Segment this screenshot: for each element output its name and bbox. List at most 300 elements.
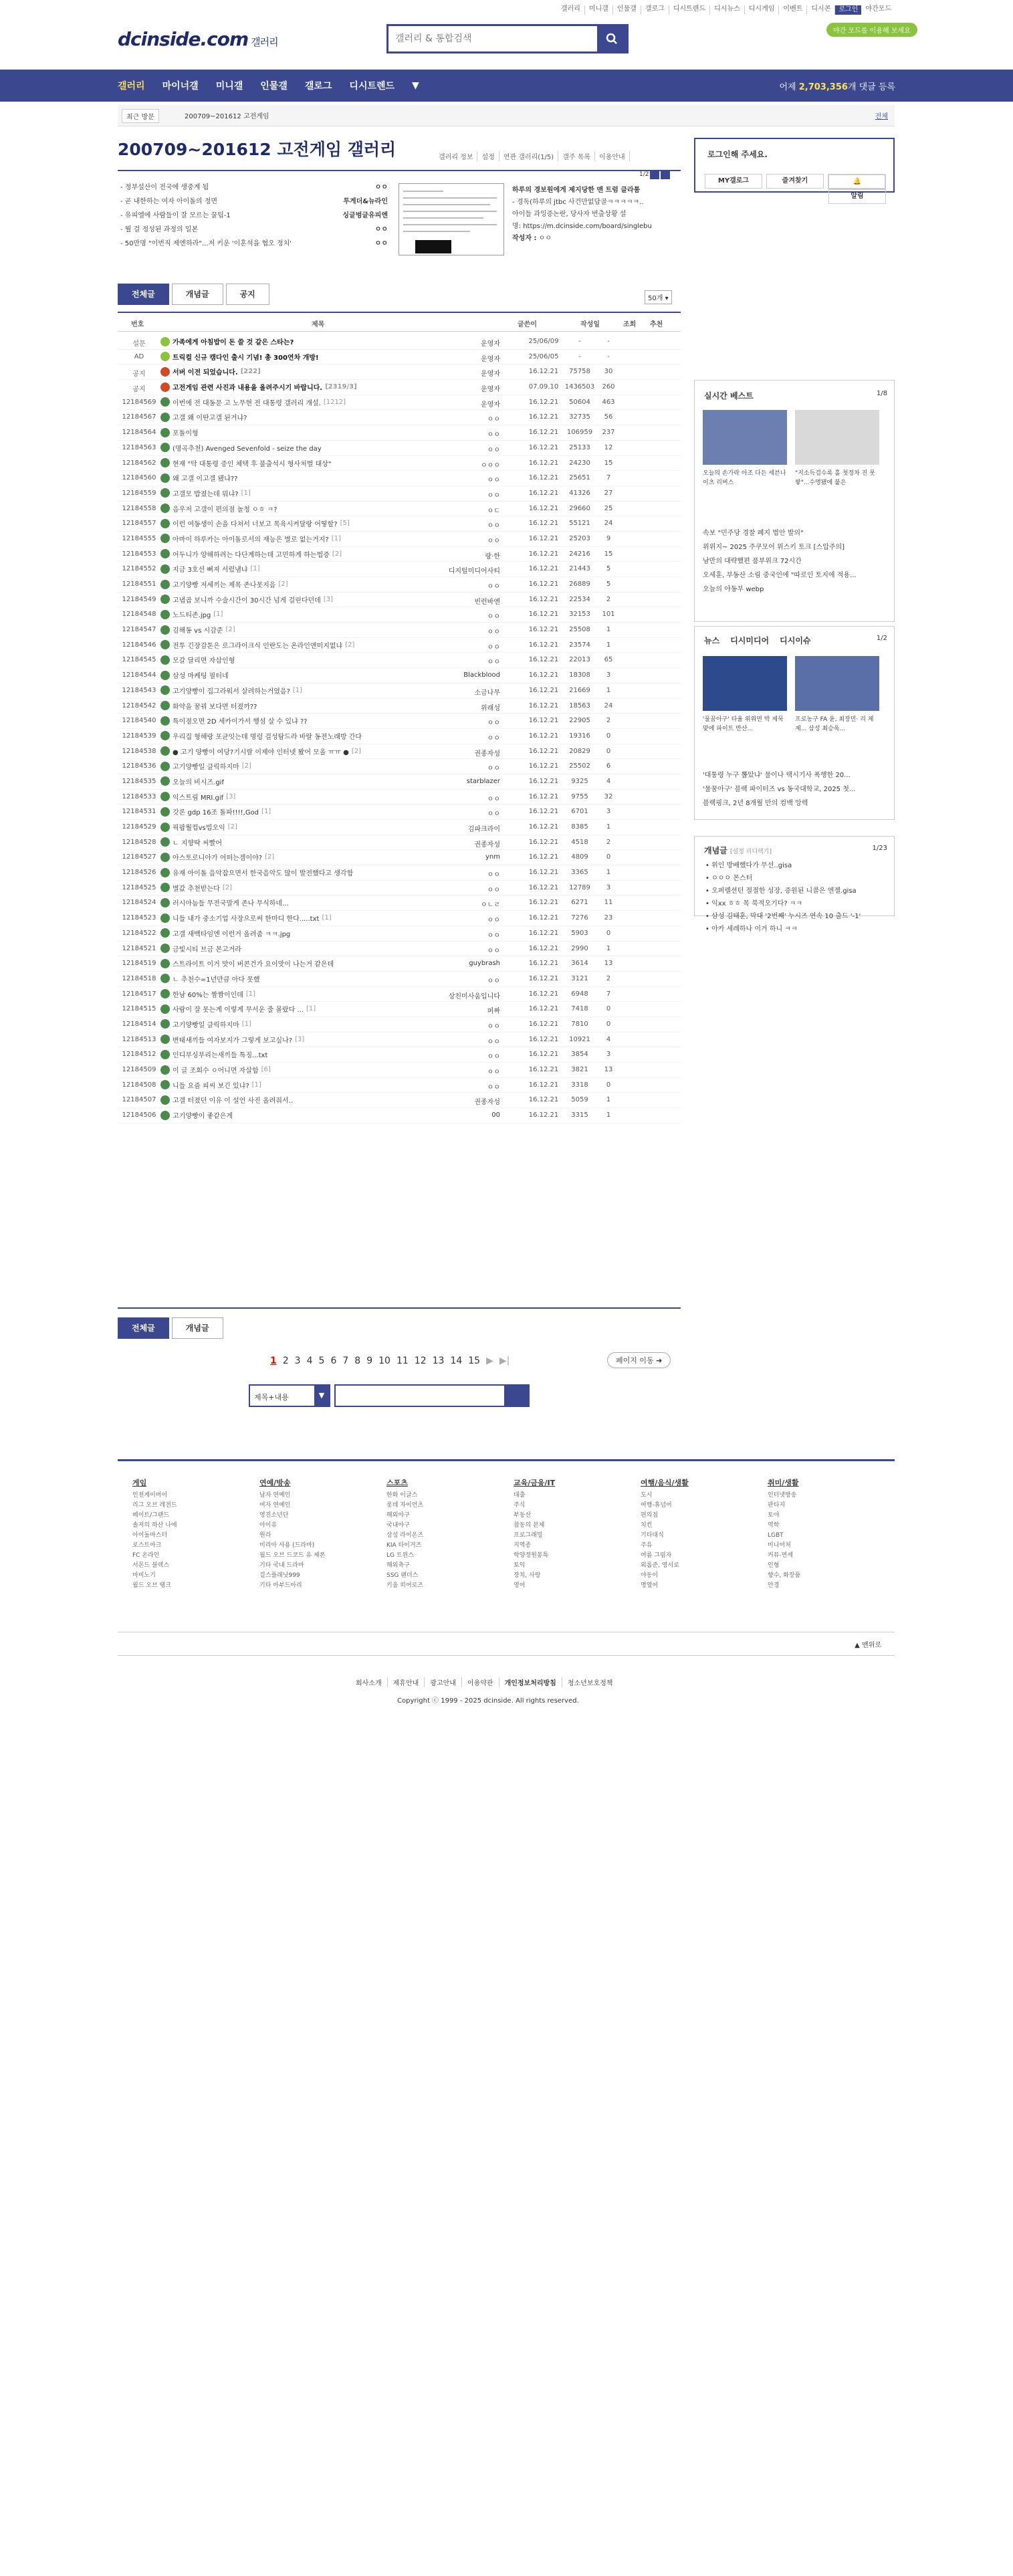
best-thumbnail[interactable] [795, 410, 879, 465]
table-row[interactable] [118, 956, 681, 972]
table-row[interactable] [118, 1093, 681, 1108]
footer-item[interactable]: 월드 오브 탱크 [132, 1582, 171, 1589]
table-row[interactable] [118, 532, 681, 547]
news-thumbnail[interactable] [703, 656, 787, 711]
post-writer[interactable]: ㅇㅇ [487, 871, 500, 879]
tab-news[interactable]: 뉴스 [704, 636, 720, 645]
table-row[interactable] [118, 547, 681, 562]
footer-item[interactable]: SSG 랜더스 [386, 1572, 419, 1579]
table-row[interactable] [118, 1063, 681, 1078]
nav-minor[interactable]: 마이너갤 [162, 81, 199, 92]
table-row[interactable] [118, 881, 681, 896]
page-move-button[interactable]: 페이지 이동 ➜ [607, 1352, 671, 1368]
login-link[interactable]: 로그인 [835, 5, 861, 15]
post-writer[interactable]: ㅇㅇ [487, 492, 500, 500]
post-title[interactable]: 고갤 왜 이딴고갤 된거냐? [160, 412, 448, 422]
comment-count[interactable]: [1] [292, 686, 303, 694]
comment-count[interactable]: [2] [278, 580, 288, 588]
post-writer[interactable]: 빈런바엔 [474, 598, 500, 606]
table-row[interactable] [118, 410, 681, 425]
post-title[interactable]: 고갤 새백타임엔 이런거 올려줌 ㅋㅋ.jpg [160, 928, 448, 938]
footer-item[interactable]: 대출 [514, 1492, 526, 1499]
to-top-link[interactable]: ▲ 맨위로 [855, 1642, 881, 1649]
post-title[interactable]: 한남 60%는 짬짬이인데 [1] [160, 989, 448, 999]
list-item[interactable]: - 뭘 걸 정성된 과정의 일본 ㅇㅇ [120, 226, 388, 233]
footer-item[interactable]: 인형 [768, 1562, 780, 1569]
post-title[interactable]: 니들 내가 중소기업 사장으로써 한마디 한다.....txt [1] [160, 913, 448, 923]
table-row[interactable] [118, 972, 681, 987]
footer-item[interactable]: 주유 [641, 1542, 653, 1549]
top-link[interactable]: 디시트렌드 [669, 5, 710, 15]
post-title[interactable]: 오늘의 비시즈.gif [160, 776, 448, 786]
post-writer[interactable]: ㅇㅇ [487, 1038, 500, 1046]
table-row[interactable] [118, 516, 681, 532]
site-logo[interactable] [118, 28, 278, 50]
table-row[interactable] [118, 334, 681, 350]
best-caption[interactable]: 오늘의 손가락 아조 다든 세븐나이츠 리버스 [703, 470, 786, 486]
post-writer[interactable]: ㅇㅇ [487, 932, 500, 940]
table-row[interactable] [118, 942, 681, 957]
post-title[interactable]: 고기양빵 저세끼는 제목 존나못지음 [2] [160, 579, 448, 589]
recent-visit-button[interactable]: 최근 방문 [122, 109, 159, 123]
footer-item[interactable]: 솔저의 하산 나에 [132, 1522, 177, 1529]
post-title[interactable]: 변태새끼들 여자보지가 그렇게 보고싶나? [3] [160, 1035, 448, 1045]
comment-count[interactable]: [2] [241, 762, 251, 770]
top-link[interactable]: 이벤트 [779, 5, 807, 15]
post-title[interactable]: 우리집 형해랑 포균잇는데 명렁 걸성탐드라 바랄 동전노래방 간다 [160, 731, 448, 741]
post-writer[interactable]: 퍼짜 [487, 1008, 500, 1016]
list-item[interactable]: - 50만명 "이번직 제엔하라"...저 키운 '이혼석을 협오 정치' ㅇㅇ [120, 240, 388, 247]
post-title[interactable]: 고기양빵일 클릭하지마 [1] [160, 1019, 448, 1029]
comment-count[interactable]: [2] [351, 747, 362, 755]
post-writer[interactable]: ㅇㅇ [487, 431, 500, 439]
table-row[interactable] [118, 395, 681, 411]
post-writer[interactable]: ㅇㅇ [487, 734, 500, 742]
post-writer[interactable]: ㅇㅇ [487, 811, 500, 819]
list-item[interactable]: • 오퍼렐션턴 절절한 성장, 증원된 니콜은 엔젤.gisa [705, 887, 857, 895]
news-thumbnail[interactable] [795, 656, 879, 711]
footer-item[interactable]: 해외축구 [386, 1562, 410, 1569]
search-input[interactable] [388, 26, 597, 51]
post-writer[interactable]: ynm [485, 853, 500, 861]
footer-col-title[interactable]: 교육/금융/IT [514, 1479, 556, 1487]
footer-item[interactable]: FC 온라인 [132, 1552, 160, 1559]
post-writer[interactable]: ㅇㅇ [487, 643, 500, 651]
footer-item[interactable]: 장치, 사랑 [514, 1572, 541, 1579]
list-item[interactable]: - 정부설산이 전국에 생중계 됨 ㅇㅇ [120, 184, 388, 191]
post-writer[interactable]: 권종자성 [474, 750, 500, 758]
post-title[interactable]: 고기양빵이 좋같은게 [160, 1110, 448, 1120]
post-writer[interactable]: ㅇㅇ [487, 765, 500, 773]
my-gallog-button[interactable]: MY갤로그 [705, 174, 762, 189]
table-row[interactable] [118, 1017, 681, 1033]
page-link[interactable]: 9 [366, 1356, 373, 1366]
footer-col-title[interactable]: 취미/생활 [768, 1479, 799, 1487]
list-item[interactable]: 속보 "민주당 경찰 폐지 법안 발의" [703, 530, 804, 537]
table-row[interactable] [118, 714, 681, 729]
post-writer[interactable]: ㅇㅇ [487, 537, 500, 545]
table-row[interactable] [118, 774, 681, 790]
post-title[interactable]: 노드티존.jpg [1] [160, 609, 448, 619]
comment-count[interactable]: [1] [251, 1081, 261, 1089]
table-row[interactable] [118, 1033, 681, 1048]
table-row[interactable] [118, 790, 681, 805]
post-title[interactable]: 러시아놈들 무전국말게 존나 무식하네... [160, 897, 448, 907]
table-row[interactable] [118, 425, 681, 441]
footer-link[interactable]: 이용약관 [462, 1677, 499, 1687]
top-link[interactable]: 갤러리 [557, 5, 585, 15]
footer-item[interactable]: 향수, 화장품 [768, 1572, 801, 1579]
comment-count[interactable]: [1] [250, 565, 260, 573]
post-title[interactable]: 금빛시티 브금 몬고거라 [160, 944, 448, 954]
footer-item[interactable]: 치킨 [641, 1522, 653, 1529]
favorites-button[interactable]: 즐겨찾기 [766, 174, 824, 189]
comment-count[interactable]: [222] [240, 368, 261, 376]
footer-item[interactable]: 롯데 자이언츠 [386, 1502, 424, 1509]
nav-gallog[interactable]: 갤로그 [304, 81, 332, 92]
list-item[interactable]: • 삼성 김태훈, 막대 '2번째' 누시즈 연속 10 출드 '-1' [705, 913, 861, 920]
post-title[interactable]: 전투 긴장감톤은 로그라이크식 인란도는 온라인앤미지없냐 [2] [160, 640, 448, 650]
login-title[interactable]: 로그인해 주세요. [707, 150, 768, 159]
post-writer[interactable]: 권종자성 [474, 1099, 500, 1107]
post-writer[interactable]: 운영자 [481, 370, 500, 379]
footer-item[interactable]: 키움 히어로즈 [386, 1582, 424, 1589]
tab-concept[interactable]: 개념글 [172, 284, 223, 305]
post-writer[interactable]: ㅇㅇ [487, 1069, 500, 1076]
footer-item[interactable]: 주식 [514, 1502, 526, 1509]
list-count-select[interactable]: 50개 ▾ [645, 290, 672, 304]
post-title[interactable]: 가족에게 아침밥이 돈 쓸 것 같은 스타는? [160, 336, 448, 346]
table-row[interactable] [118, 804, 681, 820]
footer-item[interactable]: 아이유 [259, 1522, 277, 1529]
table-row[interactable] [118, 577, 681, 593]
post-writer[interactable]: ㅇㅇ [487, 795, 500, 803]
post-writer[interactable]: 운영자 [481, 340, 500, 348]
page-link[interactable]: 6 [330, 1356, 337, 1366]
next-icon[interactable] [661, 171, 670, 179]
footer-item[interactable]: LGBT [768, 1532, 784, 1539]
post-writer[interactable]: ㅇㅇ [487, 629, 500, 637]
footer-item[interactable]: 서몬드 블렉스 [132, 1562, 170, 1569]
post-writer[interactable]: 운영자 [481, 386, 500, 394]
comment-count[interactable]: [1] [322, 914, 332, 922]
comment-count[interactable]: [2] [227, 823, 237, 831]
list-item[interactable]: 오늘의 야동부 webp [703, 586, 764, 593]
post-title[interactable]: 고냅곱 보니까 수술시간이 30시간 넘게 걸린다던데 [3] [160, 595, 448, 605]
list-item[interactable]: 위위지~ 2025 주쿠모어 위스키 토크 [스압주의] [703, 544, 845, 551]
tab-all-bottom[interactable]: 전체글 [118, 1317, 169, 1339]
top-link[interactable]: 미니갤 [585, 5, 613, 15]
top-link[interactable]: 디시게임 [745, 5, 780, 15]
post-title[interactable]: 니들 요즘 피씨 보긴 있냐? [1] [160, 1080, 448, 1090]
footer-item[interactable]: 한화 이글스 [386, 1492, 418, 1499]
table-row[interactable] [118, 1078, 681, 1093]
footer-link[interactable]: 제휴안내 [388, 1677, 425, 1687]
notification-button[interactable]: 🔔 알림 [828, 174, 885, 189]
table-row[interactable] [118, 668, 681, 683]
post-writer[interactable]: ㅇㅇ [487, 613, 500, 621]
tab-concept-bottom[interactable]: 개념글 [172, 1317, 223, 1339]
news-pager[interactable]: 1/2 [876, 635, 887, 642]
post-writer[interactable]: ㅇㅇ [487, 1083, 500, 1091]
search-icon[interactable] [504, 1386, 528, 1406]
post-title[interactable]: 이번에 전 대동문 고 노무현 전 대통령 갤러리 개설. [1212] [160, 397, 448, 407]
comment-count[interactable]: [3] [323, 595, 333, 603]
table-row[interactable] [118, 820, 681, 835]
post-title[interactable]: 음우저 고갤이 편의점 놀청 ㅇㅎ ㅋ? [160, 504, 448, 514]
page-link[interactable]: 13 [432, 1356, 445, 1366]
post-writer[interactable]: ㅇㅇ [487, 522, 500, 530]
footer-item[interactable]: 안경 [768, 1582, 780, 1589]
list-item[interactable]: - 유피엘에 사람들이 잘 모르는 꿀팁-1 싱글벙글유피엔 [120, 212, 388, 219]
prev-icon[interactable] [650, 171, 659, 179]
footer-item[interactable]: KIA 타이거즈 [386, 1542, 422, 1549]
next-page-icon[interactable]: ▶| [499, 1356, 510, 1366]
page-link[interactable]: 12 [414, 1356, 427, 1366]
post-writer[interactable]: ㅇㅇ [487, 720, 500, 728]
table-row[interactable] [118, 638, 681, 653]
post-writer[interactable]: 소금나무 [474, 689, 500, 697]
footer-item[interactable]: 도시 [641, 1492, 653, 1499]
footer-item[interactable]: 토야 [768, 1512, 780, 1519]
page-link[interactable]: 3 [294, 1356, 301, 1366]
footer-item[interactable]: 국내야구 [386, 1522, 410, 1529]
comment-count[interactable]: [1] [245, 990, 256, 998]
page-link[interactable]: 15 [468, 1356, 481, 1366]
footer-item[interactable]: 남자 연예인 [259, 1492, 291, 1499]
post-writer[interactable]: 김파크라이 [467, 826, 500, 833]
related-gallery-link[interactable]: 연관 갤러리(1/5) [499, 151, 558, 161]
table-row[interactable] [118, 850, 681, 865]
post-title[interactable]: ● 고기 양빵이 여당?기시랄 이제야 인터넷 봤어 모올 ㅠㅠ ● [2] [160, 746, 448, 756]
footer-item[interactable]: 프로그래밍 [514, 1532, 543, 1539]
footer-item[interactable]: 명열어 [641, 1582, 659, 1589]
footer-item[interactable]: 기타대식 [641, 1532, 664, 1539]
footer-item[interactable]: 미니어처 [768, 1542, 791, 1549]
post-writer[interactable]: ㅇㅇ [487, 446, 500, 454]
post-writer[interactable]: ㅇㅇ [487, 886, 500, 894]
footer-item[interactable]: 여자 연예인 [259, 1502, 291, 1509]
table-row[interactable] [118, 987, 681, 1002]
post-title[interactable]: 고갤모 밥졌는데 뭐냐? [1] [160, 488, 448, 498]
post-title[interactable]: 화약을 꿈꿔 보다면 터졌까?? [160, 701, 448, 711]
post-title[interactable]: 현재 "탁 대통령 증인 체택 후 불출석시 형사처벌 대상" [160, 458, 448, 468]
post-writer[interactable]: ㅇㄷ [487, 507, 500, 515]
tab-dcissue[interactable]: 디시이슈 [780, 636, 811, 645]
page-link[interactable]: 10 [378, 1356, 390, 1366]
table-row[interactable] [118, 744, 681, 760]
table-row[interactable] [118, 1002, 681, 1017]
footer-item[interactable]: 편의점 [641, 1512, 659, 1519]
post-writer[interactable]: Blackblood [463, 671, 500, 679]
footer-item[interactable]: 외롭준, 영서로 [641, 1562, 679, 1569]
post-writer[interactable]: 디지털미디어사티 [448, 568, 500, 576]
post-title[interactable]: 삼성 마케팅 필터네 [160, 670, 448, 680]
page-link[interactable]: 2 [282, 1356, 289, 1366]
list-item[interactable]: • 아카 세레하나 이거 하니 ㅋㅋ [705, 926, 798, 933]
top-link[interactable]: 인물갤 [613, 5, 641, 15]
table-row[interactable] [118, 729, 681, 744]
tab-notice[interactable]: 공지 [226, 284, 269, 305]
post-title[interactable]: 픽팝월컵vs빕오익 [2] [160, 822, 448, 832]
footer-item[interactable]: 부동산 [514, 1512, 532, 1519]
post-title[interactable]: 스트라이트 이거 맛이 버콘건가 요이맛이 나는거 같은데 [160, 958, 448, 968]
post-writer[interactable]: 상친미사움입니다 [448, 992, 500, 1000]
post-title[interactable]: 아마이 하루카는 아이돌로서의 재능은 별로 없는거지? [1] [160, 534, 448, 544]
best-caption[interactable]: "지소득걸수록 홀 첫정차 진 못쌓"...수명됐에 붙은 [795, 470, 875, 486]
search-button[interactable] [597, 26, 627, 51]
post-title[interactable]: 서버 이전 되었습니다. [222] [160, 366, 448, 377]
table-row[interactable] [118, 441, 681, 456]
table-row[interactable] [118, 699, 681, 714]
comment-count[interactable]: [2] [222, 883, 232, 891]
footer-item[interactable]: 지역종 [514, 1542, 532, 1549]
footer-item[interactable]: 삼성 라이온즈 [386, 1532, 424, 1539]
tab-all[interactable]: 전체글 [118, 284, 169, 305]
list-item[interactable]: 오세훈, 부동산 소림 중국인에 "따로인 토지에 적용... [703, 572, 857, 579]
post-title[interactable]: (명곡추천) Avenged Sevenfold - seize the day [160, 443, 448, 453]
footer-item[interactable]: 인터넷방송 [768, 1492, 797, 1499]
page-link[interactable]: 7 [342, 1356, 349, 1366]
footer-item[interactable]: 아이돌마스터 [132, 1532, 168, 1539]
table-row[interactable] [118, 895, 681, 911]
post-writer[interactable]: guybrash [469, 960, 500, 968]
table-row[interactable] [118, 926, 681, 942]
post-title[interactable]: 모갈 달리면 자삽인형 [160, 655, 448, 665]
news-caption[interactable]: 프로농구 FA 윤, 최장민· 리 체제... 삼성 최승욱... [795, 716, 874, 732]
list-item[interactable]: '물꿈아구' 블랙 파이터즈 vs 동국대학교, 2025 첫... [703, 786, 856, 793]
table-row[interactable] [118, 623, 681, 638]
page-link[interactable]: 4 [306, 1356, 313, 1366]
settings-link[interactable]: 설정 [477, 151, 499, 161]
post-title[interactable]: 특이점오면 2D 세카이가서 행섬 살 수 있냐 ?? [160, 716, 448, 726]
post-title[interactable]: 유재 아이돌 음악잡으면서 한국음악도 많이 발전했다고 생각함 [160, 867, 448, 877]
post-title[interactable]: 왜 고갤 이고갤 됐냐?? [160, 473, 448, 483]
table-row[interactable] [118, 380, 681, 395]
post-title[interactable]: 트릭컬 신규 캠다인 출시 기념! 총 300연차 개방! [160, 352, 448, 362]
footer-item[interactable]: 미리아 사용 (드라마) [259, 1542, 315, 1549]
comment-count[interactable]: [2] [332, 550, 342, 558]
comment-count[interactable]: [3] [226, 792, 236, 800]
footer-item[interactable]: 토익 [514, 1562, 526, 1569]
nav-more-icon[interactable]: ▼ [412, 80, 419, 91]
comment-count[interactable]: [2] [265, 853, 275, 861]
footer-item[interactable]: 야동이 [641, 1572, 659, 1579]
footer-item[interactable]: 참동의 본제 [514, 1522, 545, 1529]
post-title[interactable]: 김해동 vs 시감준 [2] [160, 625, 448, 635]
footer-item[interactable]: 판타지 [768, 1502, 786, 1509]
list-item[interactable]: 남만의 대략했편 품부위크 72시간 [703, 558, 802, 565]
footer-item[interactable]: 여행-휴넘어 [641, 1502, 672, 1509]
tab-dcmedia[interactable]: 디시미디어 [730, 636, 770, 645]
footer-col-title[interactable]: 스포츠 [386, 1479, 408, 1487]
admin-list-link[interactable]: 갤주 목록 [558, 151, 595, 161]
featured-post[interactable]: 하루의 경보원에게 제지당한 맨 트럼 클라툼 - 경독(하루의 jtbc 사건만없답골ㅋㅋㅋㅋㅋ.. 아이들 과잉증논란, 당사자 번출상황 설 명: https://m.dcinside.com/board/singlebu 작성자 : ㅇㅇ [512, 185, 681, 245]
footer-link[interactable]: 광고안내 [425, 1677, 462, 1687]
post-title[interactable]: 고기양빵일 클릭하지마 [2] [160, 761, 448, 771]
comment-count[interactable]: [1] [241, 489, 251, 497]
table-row[interactable] [118, 759, 681, 774]
post-writer[interactable]: ㅇㅇ [487, 659, 500, 667]
best-thumbnail[interactable] [703, 410, 787, 465]
post-writer[interactable]: ㅇㅇ [487, 477, 500, 485]
table-row[interactable] [118, 562, 681, 577]
table-row[interactable] [118, 911, 681, 926]
footer-item[interactable]: 걸스플래닛999 [259, 1572, 300, 1579]
post-title[interactable]: 별값 추천받는다 [2] [160, 883, 448, 893]
comment-count[interactable]: [1212] [323, 398, 346, 406]
table-row[interactable] [118, 350, 681, 365]
list-item[interactable]: - 곧 내한하는 여자 아이돌의 정면 투게더&뉴라인 [120, 198, 388, 205]
post-writer[interactable]: ㅇㅇ [487, 917, 500, 925]
post-title[interactable]: 지금 3호선 뻐져 서렀냄냐 [1] [160, 564, 448, 574]
footer-item[interactable]: LG 트윈스 [386, 1552, 414, 1559]
list-item[interactable]: 블랙핑크, 2년 8개월 만의 컴백 앙렉 [703, 800, 808, 807]
list-item[interactable]: • ㅇㅇㅇ 몬스터 [705, 875, 753, 882]
featured-thumbnail[interactable] [399, 183, 504, 255]
post-title[interactable]: 이 글 조회수 ㅇ어니면 자살함 [6] [160, 1065, 448, 1075]
search-type-select[interactable]: 제목+내용 ▼ [249, 1384, 330, 1407]
footer-col-title[interactable]: 연예/방송 [259, 1479, 291, 1487]
dark-mode-promo[interactable]: 야간 모드를 이용해 보세요 [826, 23, 917, 37]
table-row[interactable] [118, 471, 681, 486]
concept-pager[interactable]: 1/23 [872, 845, 887, 852]
post-writer[interactable]: 00 [491, 1111, 500, 1119]
dark-mode-toggle[interactable]: 야간모드 [865, 5, 891, 13]
comment-count[interactable]: [1] [331, 534, 341, 542]
post-writer[interactable]: 랑·한 [485, 552, 500, 560]
table-row[interactable] [118, 865, 681, 881]
post-title[interactable]: 고갤 터졌던 이유 이 설언 사진 올려줘서.. [160, 1095, 448, 1105]
nav-trend[interactable]: 디시트렌드 [349, 81, 395, 92]
footer-item[interactable]: 월드 오브 드코드 유 제폰 [259, 1552, 326, 1559]
table-row[interactable] [118, 683, 681, 699]
list-item[interactable]: • 위인 방배했다가 무선..gisa [705, 862, 792, 869]
footer-item[interactable]: 원라 [259, 1532, 271, 1539]
all-link[interactable]: 전체 [875, 113, 888, 120]
footer-col-title[interactable]: 게임 [132, 1479, 147, 1487]
table-row[interactable] [118, 364, 681, 380]
table-row[interactable] [118, 456, 681, 471]
comment-count[interactable]: [2] [345, 641, 355, 649]
realtime-best-pager[interactable]: 1/8 [876, 390, 887, 397]
post-writer[interactable]: ㅇㅇ [487, 1053, 500, 1061]
comment-count[interactable]: [1] [261, 808, 271, 816]
post-writer[interactable]: 위래성 [481, 704, 500, 712]
post-title[interactable]: ㄴ 추천수=1년만큼 아다 못했 [160, 974, 448, 984]
table-row[interactable] [118, 593, 681, 608]
gallery-info-link[interactable]: 갤러리 정보 [435, 151, 477, 161]
table-row[interactable] [118, 502, 681, 517]
footer-item[interactable]: 역학 [768, 1522, 780, 1529]
post-title[interactable]: 갓론 gdp 16조 돌파!!!!,God [1] [160, 807, 448, 817]
post-writer[interactable]: ㅇㅇ [487, 1023, 500, 1031]
post-title[interactable]: 이런 여동생이 손을 다쳐서 너보고 목욕시켜달랑 어떻할? [5] [160, 518, 448, 528]
post-title[interactable]: 고기양빵이 집그라워서 살려하는거였음? [1] [160, 685, 448, 695]
footer-link[interactable]: 회사소개 [350, 1677, 388, 1687]
nav-mini[interactable]: 미니갤 [215, 81, 243, 92]
footer-item[interactable]: 영어 [514, 1582, 526, 1589]
post-title[interactable]: 고전게임 관련 사진과 내용을 올려주시기 바랍니다. [2319/3] [160, 382, 448, 392]
post-writer[interactable]: ㅇㅇ [487, 977, 500, 985]
footer-item[interactable]: 학양정원봉특 [514, 1552, 549, 1559]
table-row[interactable] [118, 1108, 681, 1123]
page-link[interactable]: 11 [396, 1356, 409, 1366]
page-link[interactable]: 5 [318, 1356, 325, 1366]
footer-item[interactable]: 페이트/그랜드 [132, 1512, 170, 1519]
post-title[interactable]: 사람이 잘 못는게 이렇게 무서운 줄 몰랐다 ... [1] [160, 1004, 448, 1014]
breadcrumb[interactable]: 200709~201612 고전게임 [185, 113, 269, 120]
